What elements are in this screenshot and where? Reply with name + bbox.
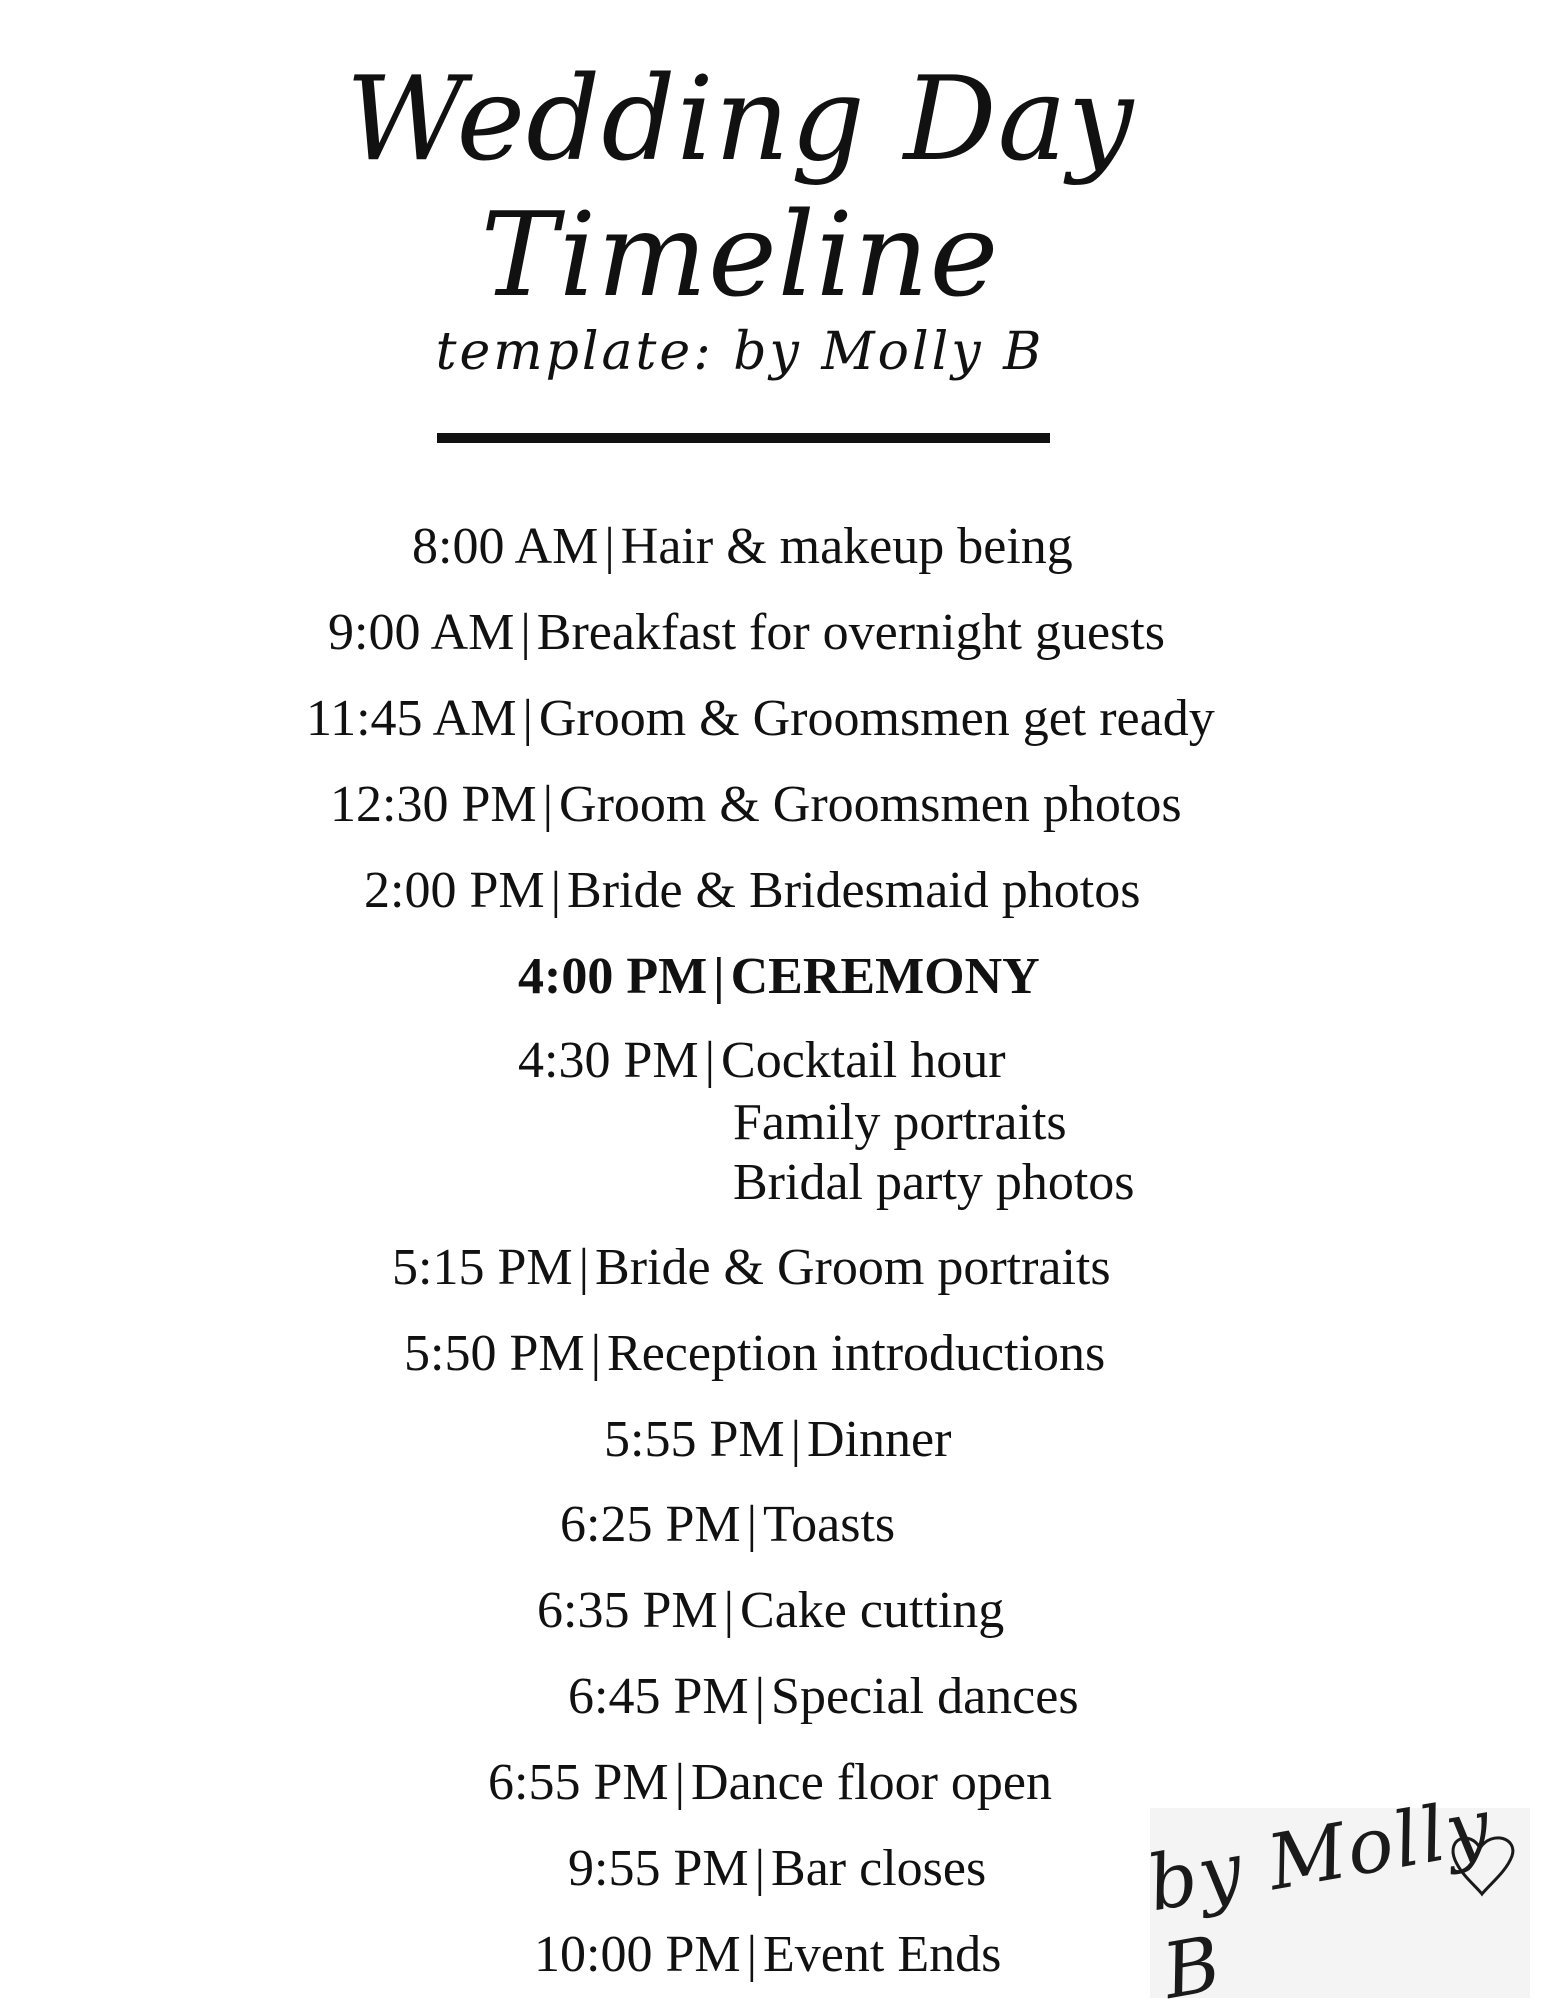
entry-separator: | — [578, 1239, 590, 1296]
entry-separator: | — [746, 1496, 758, 1553]
entry-time: 8:00 AM — [412, 518, 599, 575]
timeline-entry-ceremony — [0, 947, 1545, 1007]
entry-separator: | — [674, 1754, 686, 1811]
timeline-entry — [0, 1495, 1545, 1555]
entry-separator: | — [520, 604, 531, 661]
entry-time: 11:45 AM — [306, 690, 517, 747]
entry-event: Dance floor open — [691, 1754, 1052, 1811]
entry-separator: | — [522, 690, 533, 747]
entry-event: Bar closes — [771, 1840, 987, 1897]
timeline-entry — [0, 517, 1545, 577]
entry-separator: | — [754, 1668, 766, 1725]
entry-time: 6:55 PM — [488, 1754, 669, 1811]
heart-icon — [1150, 1808, 1530, 1998]
entry-sub-event: Bridal party photos — [733, 1154, 1135, 1211]
entry-time: 6:45 PM — [568, 1668, 749, 1725]
entry-time: 4:30 PM — [518, 1032, 699, 1089]
entry-sub-event: Family portraits — [733, 1094, 1067, 1151]
timeline-entry — [0, 1410, 1545, 1470]
entry-separator: | — [754, 1840, 766, 1897]
page-title-line2: Timeline — [480, 188, 1000, 323]
timeline-entry — [0, 1667, 1545, 1727]
timeline-entry — [0, 1753, 1545, 1813]
timeline-entry — [0, 1581, 1545, 1641]
entry-event: Bride & Bridesmaid photos — [567, 862, 1141, 919]
timeline-entry — [0, 775, 1545, 835]
entry-time: 12:30 PM — [330, 776, 537, 833]
entry-separator: | — [542, 776, 554, 833]
entry-time: 10:00 PM — [534, 1926, 741, 1983]
timeline-entry — [0, 603, 1545, 663]
entry-time: 5:50 PM — [404, 1325, 585, 1382]
entry-separator: | — [790, 1411, 802, 1468]
entry-event: Groom & Groomsmen photos — [559, 776, 1182, 833]
timeline-entry — [0, 1031, 1545, 1091]
page-subtitle: template: by Molly B — [435, 322, 1045, 382]
entry-time: 5:15 PM — [392, 1239, 573, 1296]
entry-event: CEREMONY — [730, 948, 1040, 1005]
timeline-entry — [0, 1324, 1545, 1384]
title-divider — [437, 433, 1050, 443]
entry-event: Cocktail hour — [721, 1032, 1006, 1089]
entry-separator: | — [713, 948, 725, 1005]
signature-text: by Molly B — [1141, 1780, 1499, 2016]
entry-time: 9:00 AM — [328, 604, 515, 661]
entry-event: Bride & Groom portraits — [595, 1239, 1111, 1296]
entry-time: 6:35 PM — [537, 1582, 718, 1639]
entry-event: Dinner — [807, 1411, 952, 1468]
signature-logo — [1141, 1780, 1530, 2016]
entry-separator: | — [746, 1926, 758, 1983]
entry-event: Event Ends — [763, 1926, 1002, 1983]
entry-separator: | — [590, 1325, 602, 1382]
entry-separator: | — [704, 1032, 716, 1089]
entry-event: Special dances — [771, 1668, 1079, 1725]
entry-time: 9:55 PM — [568, 1840, 749, 1897]
entry-separator: | — [604, 518, 615, 575]
entry-event: Toasts — [763, 1496, 896, 1553]
entry-time: 6:25 PM — [560, 1496, 741, 1553]
entry-event: Hair & makeup being — [620, 518, 1073, 575]
page-title-line1: Wedding Day — [345, 52, 1135, 187]
entry-time: 4:00 PM — [518, 948, 708, 1005]
entry-time: 5:55 PM — [604, 1411, 785, 1468]
entry-event: Groom & Groomsmen get ready — [538, 690, 1215, 747]
entry-separator: | — [723, 1582, 735, 1639]
entry-event: Breakfast for overnight guests — [536, 604, 1165, 661]
entry-event: Reception introductions — [607, 1325, 1106, 1382]
timeline-entry — [0, 689, 1545, 749]
timeline-entry — [0, 1238, 1545, 1298]
entry-event: Cake cutting — [740, 1582, 1005, 1639]
timeline-entry — [0, 861, 1545, 921]
entry-separator: | — [550, 862, 562, 919]
entry-time: 2:00 PM — [364, 862, 545, 919]
